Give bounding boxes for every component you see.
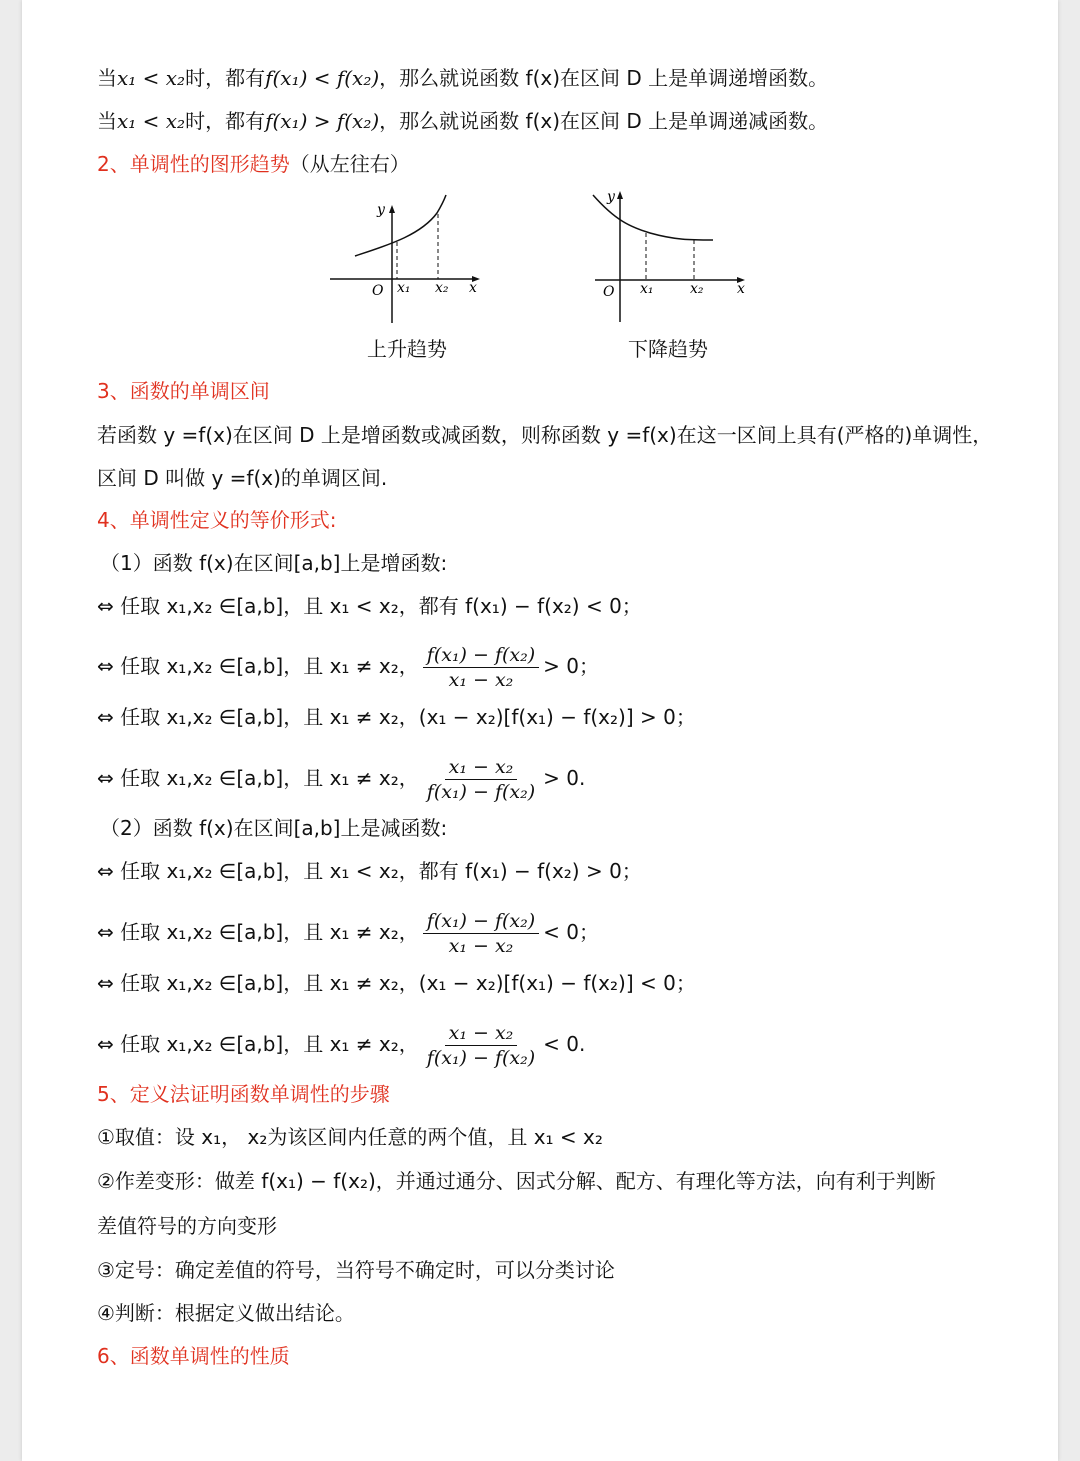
text: < 0； — [543, 920, 600, 944]
subheading-increasing: （1）函数 f(x)在区间[a,b]上是增函数: — [100, 551, 448, 575]
section-heading-3: 3、函数的单调区间 — [97, 379, 270, 403]
fraction — [423, 755, 539, 804]
definition-decreasing — [97, 107, 828, 135]
y-label: y — [607, 189, 615, 205]
x2-label: x₂ — [435, 280, 449, 296]
math: x₁ < x₂ — [117, 109, 186, 133]
equivalent-form: ⇔ 任取 x₁,x₂ ∈[a,b]，且 x₁ < x₂，都有 f(x₁) − f(x₂) < 0； — [97, 594, 642, 618]
equivalent-form: ⇔ 任取 x₁,x₂ ∈[a,b]，且 x₁ ≠ x₂，(x₁ − x₂)[f(x₁) − f(x₂)] > 0； — [97, 705, 696, 729]
numerator: f(x₁) − f(x₂) — [423, 909, 539, 934]
equivalent-form — [97, 1021, 585, 1070]
fraction — [423, 1021, 539, 1070]
paragraph: 若函数 y =f(x)在区间 D 上是增函数或减函数，则称函数 y =f(x)在这一区间上具有(严格的)单调性， — [97, 423, 993, 447]
math: x₁ < x₂ — [117, 66, 186, 90]
falling-caption: 下降趋势 — [628, 337, 708, 361]
y-label: y — [377, 202, 385, 218]
step-1: ①取值：设 x₁， x₂为该区间内任意的两个值，且 x₁ < x₂ — [97, 1125, 603, 1149]
falling-graph — [590, 185, 755, 325]
text: ，那么就说函数 f(x)在区间 D 上是单调递减函数。 — [379, 109, 829, 133]
denominator: x₁ − x₂ — [448, 669, 514, 691]
definition-increasing — [97, 64, 828, 92]
x1-label: x₁ — [640, 281, 654, 297]
text: 当 — [97, 66, 117, 90]
heading: 2、单调性的图形趋势 — [97, 152, 290, 176]
text: 时，都有 — [185, 66, 266, 90]
origin-label: O — [603, 284, 615, 300]
heading-note: （从左往右） — [289, 152, 410, 176]
y-arrow — [617, 191, 623, 199]
step-4: ④判断：根据定义做出结论。 — [97, 1301, 355, 1325]
rising-curve — [355, 195, 446, 256]
text: ⇔ 任取 x₁,x₂ ∈[a,b]，且 x₁ ≠ x₂， — [97, 920, 419, 944]
numerator: x₁ − x₂ — [445, 755, 518, 780]
equivalent-form — [97, 643, 599, 692]
text: 当 — [97, 109, 117, 133]
text: > 0. — [543, 766, 586, 790]
text: ⇔ 任取 x₁,x₂ ∈[a,b]，且 x₁ ≠ x₂， — [97, 654, 419, 678]
step-2-continued: 差值符号的方向变形 — [97, 1214, 277, 1238]
x2-label: x₂ — [690, 281, 704, 297]
equivalent-form — [97, 755, 585, 804]
origin-label: O — [372, 283, 384, 299]
text: ⇔ 任取 x₁,x₂ ∈[a,b]，且 x₁ ≠ x₂， — [97, 1032, 419, 1056]
x-label: x — [469, 280, 477, 296]
y-arrow — [389, 205, 395, 213]
denominator: f(x₁) − f(x₂) — [426, 1047, 536, 1069]
equivalent-form — [97, 909, 599, 958]
denominator: x₁ − x₂ — [448, 935, 514, 957]
fraction — [423, 643, 539, 692]
x-label: x — [737, 281, 745, 297]
math: f(x₁) > f(x₂) — [265, 109, 380, 133]
rising-caption: 上升趋势 — [367, 337, 447, 361]
section-heading-2 — [97, 150, 410, 178]
denominator: f(x₁) − f(x₂) — [426, 781, 536, 803]
math: f(x₁) < f(x₂) — [265, 66, 380, 90]
text: 时，都有 — [185, 109, 266, 133]
fraction — [423, 909, 539, 958]
rising-graph — [325, 188, 485, 328]
step-2: ②作差变形：做差 f(x₁) − f(x₂)，并通过通分、因式分解、配方、有理化等方法，向有利于判断 — [97, 1169, 936, 1193]
section-heading-5: 5、定义法证明函数单调性的步骤 — [97, 1082, 390, 1106]
text: ⇔ 任取 x₁,x₂ ∈[a,b]，且 x₁ ≠ x₂， — [97, 766, 419, 790]
text: < 0. — [543, 1032, 586, 1056]
numerator: f(x₁) − f(x₂) — [423, 643, 539, 668]
text: ，那么就说函数 f(x)在区间 D 上是单调递增函数。 — [379, 66, 829, 90]
equivalent-form: ⇔ 任取 x₁,x₂ ∈[a,b]，且 x₁ ≠ x₂，(x₁ − x₂)[f(x₁) − f(x₂)] < 0； — [97, 971, 696, 995]
subheading-decreasing: （2）函数 f(x)在区间[a,b]上是减函数: — [100, 816, 448, 840]
equivalent-form: ⇔ 任取 x₁,x₂ ∈[a,b]，且 x₁ < x₂，都有 f(x₁) − f(x₂) > 0； — [97, 859, 642, 883]
numerator: x₁ − x₂ — [445, 1021, 518, 1046]
text: > 0； — [543, 654, 600, 678]
x1-label: x₁ — [397, 280, 411, 296]
section-heading-6: 6、函数单调性的性质 — [97, 1344, 290, 1368]
paragraph: 区间 D 叫做 y =f(x)的单调区间. — [97, 466, 388, 490]
section-heading-4: 4、单调性定义的等价形式: — [97, 508, 337, 532]
step-3: ③定号：确定差值的符号，当符号不确定时，可以分类讨论 — [97, 1258, 615, 1282]
